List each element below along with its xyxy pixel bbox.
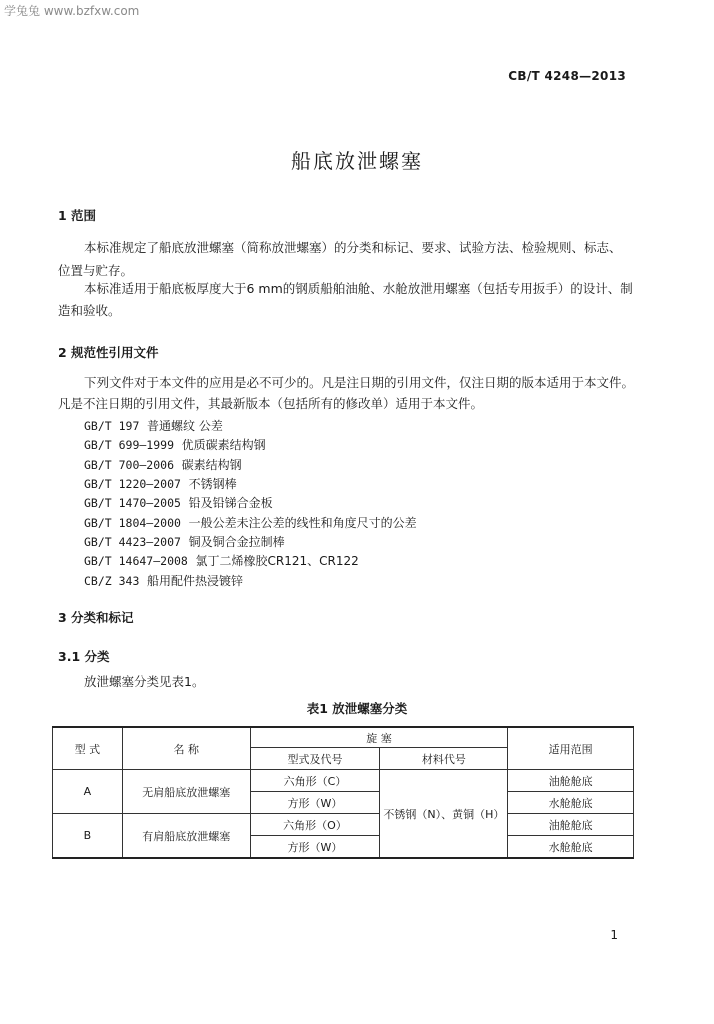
section-1-para-2-line-2: 造和验收。	[58, 303, 121, 318]
reference-code: GB/T 197	[84, 419, 140, 433]
reference-item	[84, 417, 223, 434]
cell-name: 有肩船底放泄螺塞	[122, 814, 250, 859]
reference-code: CB/Z 343	[84, 574, 140, 588]
reference-item	[84, 494, 273, 511]
reference-code: GB/T 1470—2005	[84, 496, 181, 510]
reference-code: GB/T 699—1999	[84, 438, 175, 452]
reference-name: 船用配件热浸镀锌	[147, 574, 244, 588]
reference-name: 普通螺纹 公差	[147, 419, 223, 433]
header-material-code: 材料代号	[380, 748, 508, 770]
reference-item	[84, 514, 417, 531]
section-3-heading: 3 分类和标记	[58, 610, 134, 625]
reference-code: GB/T 1804—2000	[84, 516, 181, 530]
table-1-caption: 表1 放泄螺塞分类	[306, 701, 408, 716]
cell-type: A	[53, 770, 123, 814]
reference-item	[84, 456, 242, 473]
standard-code: CB/T 4248—2013	[508, 69, 626, 83]
page-number: 1	[610, 928, 618, 942]
header-type: 型 式	[53, 727, 123, 770]
cell-form: 六角形（O）	[250, 814, 380, 836]
section-3-1-heading: 3.1 分类	[58, 649, 110, 664]
header-name: 名 称	[122, 727, 250, 770]
section-3-1-text: 放泄螺塞分类见表1。	[84, 674, 205, 689]
table-row	[53, 814, 634, 836]
reference-item	[84, 475, 237, 492]
cell-form: 六角形（C）	[250, 770, 380, 792]
cell-scope: 油舱舱底	[508, 814, 634, 836]
reference-item	[84, 572, 243, 589]
reference-code: GB/T 4423—2007	[84, 535, 181, 549]
cell-scope: 水舱舱底	[508, 792, 634, 814]
cell-form: 方形（W）	[250, 836, 380, 859]
section-2-para-line-1: 下列文件对于本文件的应用是必不可少的。凡是注日期的引用文件，仅注日期的版本适用于本文件。	[84, 375, 635, 390]
watermark: 学兔兔 www.bzfxw.com	[4, 4, 140, 18]
reference-name: 碳素结构钢	[181, 458, 242, 472]
cell-material: 不锈钢（N）、黄铜（H）	[380, 770, 508, 859]
table-row	[53, 770, 634, 792]
section-1-para-1-line-1: 本标准规定了船底放泄螺塞（简称放泄螺塞）的分类和标记、要求、试验方法、检验规则、标志、	[84, 240, 622, 255]
reference-name: 一般公差未注公差的线性和角度尺寸的公差	[188, 516, 417, 530]
cell-type: B	[53, 814, 123, 859]
classification-table	[52, 726, 634, 859]
section-1-para-2-line-1: 本标准适用于船底板厚度大于6 mm的钢质船舶油舱、水舱放泄用螺塞（包括专用扳手）的设计、制	[84, 281, 633, 296]
header-scope: 适用范围	[508, 727, 634, 770]
reference-name: 优质碳素结构钢	[181, 438, 266, 452]
document-title: 船底放泄螺塞	[291, 149, 423, 173]
reference-item	[84, 436, 266, 453]
header-form-code: 型式及代号	[250, 748, 380, 770]
reference-code: GB/T 700—2006	[84, 458, 175, 472]
cell-name: 无肩船底放泄螺塞	[122, 770, 250, 814]
cell-form: 方形（W）	[250, 792, 380, 814]
section-1-para-1-line-2: 位置与贮存。	[58, 263, 134, 278]
reference-name: 氯丁二烯橡胶CR121、CR122	[195, 554, 359, 568]
cell-scope: 油舱舱底	[508, 770, 634, 792]
reference-item	[84, 552, 359, 569]
reference-name: 铅及铅锑合金板	[188, 496, 273, 510]
section-2-heading: 2 规范性引用文件	[58, 345, 159, 360]
cell-scope: 水舱舱底	[508, 836, 634, 859]
reference-code: GB/T 1220—2007	[84, 477, 181, 491]
reference-name: 不锈钢棒	[188, 477, 237, 491]
reference-item	[84, 533, 285, 550]
reference-code: GB/T 14647—2008	[84, 554, 188, 568]
section-1-heading: 1 范围	[58, 208, 97, 223]
section-2-para-line-2: 凡是不注日期的引用文件，其最新版本（包括所有的修改单）适用于本文件。	[58, 396, 484, 411]
reference-name: 铜及铜合金拉制棒	[188, 535, 285, 549]
header-plug: 旋 塞	[250, 727, 508, 748]
